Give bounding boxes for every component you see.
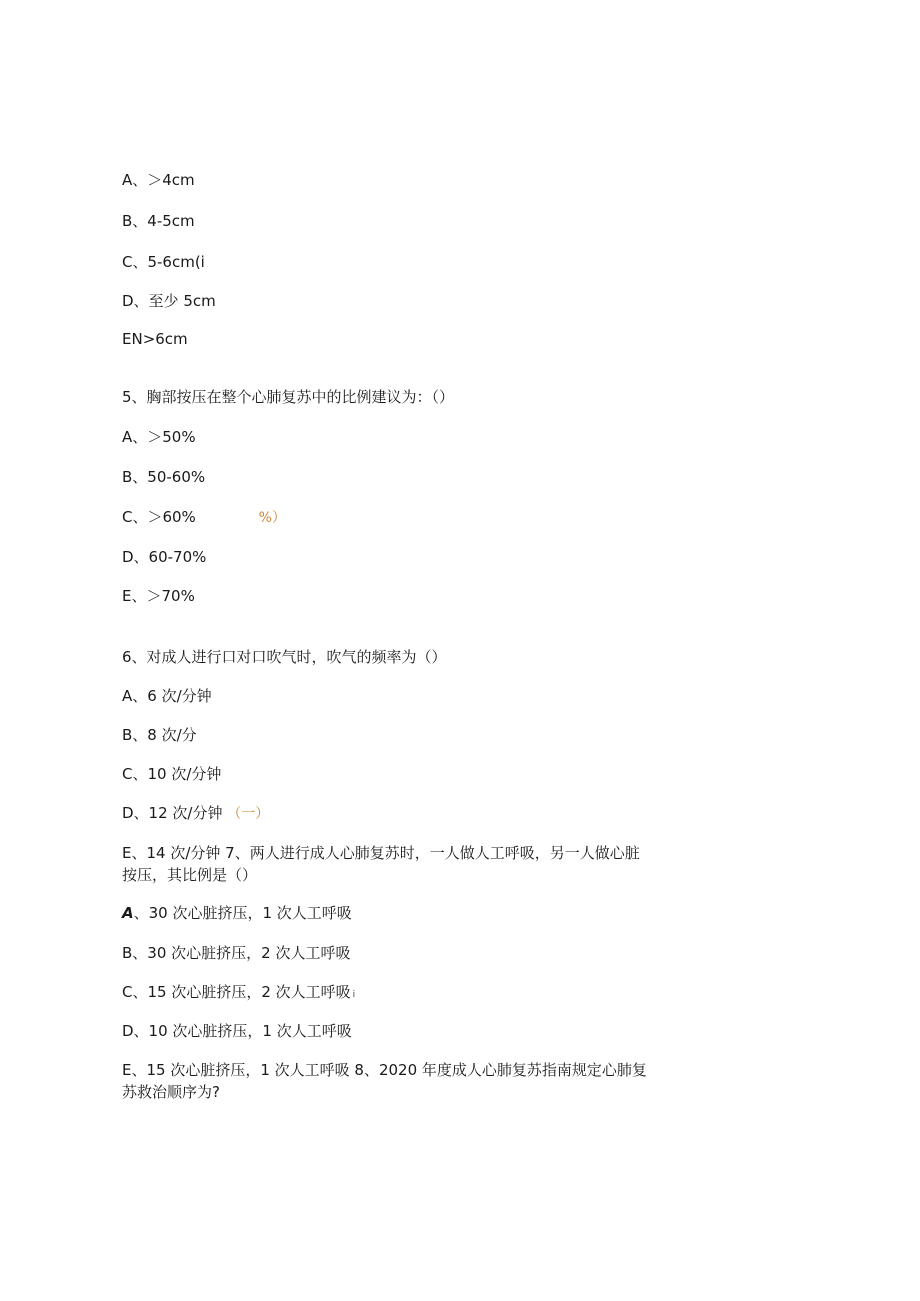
q6-option-e-and-q7-question: E、14 次/分钟 7、两人进行成人心肺复苏时，一人做人工呼吸，另一人做心脏按压，其比例是（） (122, 844, 640, 884)
q6-handwritten-mark: （一） (227, 806, 270, 822)
q6-option-b: B、8 次/分 (122, 726, 197, 744)
q5-option-c-text: C、＞60% (122, 508, 196, 526)
q5-handwritten-mark: %） (258, 510, 286, 526)
q7-option-e-and-q8-question: E、15 次心脏挤压，1 次人工呼吸 8、2020 年度成人心肺复苏指南规定心肺复苏救治顺序为? (122, 1061, 647, 1101)
q7-option-a-text: 、30 次心脏挤压，1 次人工呼吸 (133, 904, 352, 922)
q4-option-b: B、4-5cm (122, 212, 195, 230)
q7-option-c-text: C、15 次心脏挤压，2 次人工呼吸 (122, 983, 351, 1001)
q4-option-c: C、5-6cm(i (122, 253, 205, 271)
q7-option-a-letter: A (122, 904, 134, 922)
q5-option-a: A、＞50% (122, 428, 196, 446)
q4-option-d: D、至少 5cm (122, 292, 216, 310)
q6-option-d-text: D、12 次/分钟 (122, 804, 223, 822)
q5-option-b: B、50-60% (122, 468, 206, 486)
q6-option-d (122, 802, 269, 825)
q6-question: 6、对成人进行口对口吹气时，吹气的频率为（） (122, 648, 447, 666)
q4-option-e: EN>6cm (122, 330, 188, 348)
q7-option-b: B、30 次心脏挤压，2 次人工呼吸 (122, 944, 351, 962)
q6-option-a: A、6 次/分钟 (122, 687, 212, 705)
q6-option-c: C、10 次/分钟 (122, 765, 222, 783)
q4-option-a: A、＞4cm (122, 171, 195, 189)
q5-option-c (122, 506, 286, 529)
q7-option-d: D、10 次心脏挤压，1 次人工呼吸 (122, 1022, 352, 1040)
q7-stray-mark: i (352, 990, 356, 1000)
q7-option-c (122, 981, 355, 1006)
q5-option-d: D、60-70% (122, 548, 207, 566)
q7-option-a (122, 902, 352, 924)
q5-option-e: E、＞70% (122, 587, 195, 605)
q5-question: 5、胸部按压在整个心肺复苏中的比例建议为：（） (122, 388, 455, 406)
